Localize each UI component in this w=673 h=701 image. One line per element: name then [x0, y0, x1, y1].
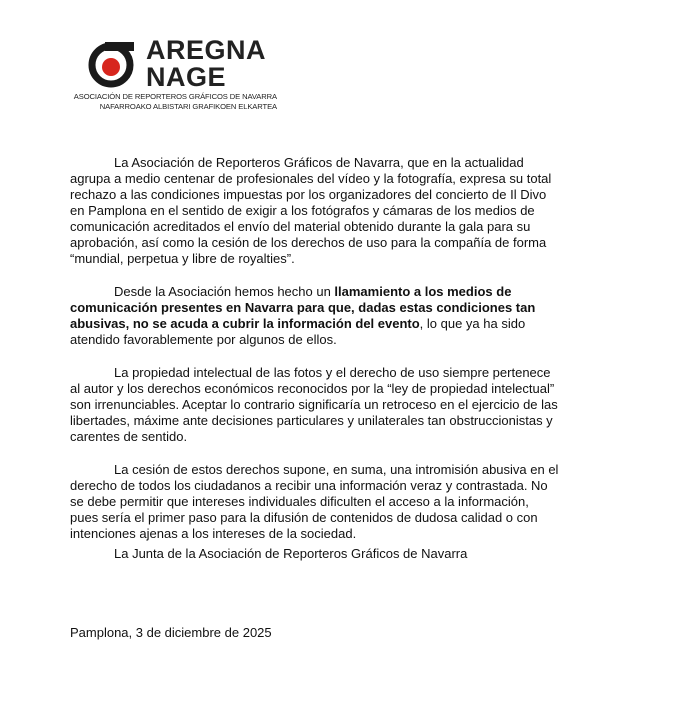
- paragraph-2-end: , lo que ya ha sido atendido favorablemente por algunos de ellos.: [70, 316, 526, 347]
- logo-subtitle-spanish: ASOCIACIÓN DE REPORTEROS GRÁFICOS DE NAVARRA: [73, 92, 277, 101]
- signature: La Junta de la Asociación de Reporteros Gráficos de Navarra: [114, 546, 468, 561]
- aregna-logo-mark-icon: [88, 42, 134, 88]
- paragraph-4: La cesión de estos derechos supone, en suma, una intromisión abusiva en el derecho de todos los ciudadanos a recibir una información veraz y contrastada. No se debe permitir que intereses individuales dificulten el acceso a la información, pues sería el primer paso para la difusión de contenidos de dudosa calidad o con intenciones ajenas a los intereses de la sociedad.: [70, 462, 559, 541]
- paragraph-2-start: Desde la Asociación hemos hecho un: [114, 284, 335, 299]
- paragraph-2: [70, 284, 560, 348]
- logo-wordmark-line1: AREGNA: [146, 35, 267, 65]
- letter-body: [70, 155, 560, 559]
- logo-subtitle-basque: NAFARROAKO ALBISTARI GRAFIKOEN ELKARTEA: [99, 102, 277, 111]
- paragraph-3: La propiedad intelectual de las fotos y el derecho de uso siempre pertenece al autor y los derechos económicos reconocidos por la “ley de propiedad intelectual” son irrenunciables. Aceptar lo contrario significaría un retroceso en el ejercicio de las libertades, máxime ante decisiones particulares y unilaterales tan obstruccionistas y carentes de sentido.: [70, 365, 558, 444]
- logo-wordmark-line2: NAGE: [146, 62, 227, 92]
- aregna-logo: [72, 32, 277, 112]
- paragraph-2-highlight: llamamiento a los medios de comunicación presentes en Navarra para que, dadas estas condiciones tan abusivas, no se acuda a cubrir la información del evento: [70, 284, 536, 331]
- paragraph-1: La Asociación de Reporteros Gráficos de Navarra, que en la actualidad agrupa a medio centenar de profesionales del vídeo y la fotografía, expresa su total rechazo a las condiciones impuestas por los organizadores del concierto de Il Divo en Pamplona en el sentido de exigir a los fotógrafos y cámaras de los medios de comunicación acreditados el envío del material obtenido durante la gala para su aprobación, así como la cesión de los derechos de uso para la compañía de forma “mundial, perpetua y libre de royalties”.: [70, 155, 552, 266]
- date-line: Pamplona, 3 de diciembre de 2025: [70, 625, 272, 640]
- logo-wordmark: [146, 37, 266, 91]
